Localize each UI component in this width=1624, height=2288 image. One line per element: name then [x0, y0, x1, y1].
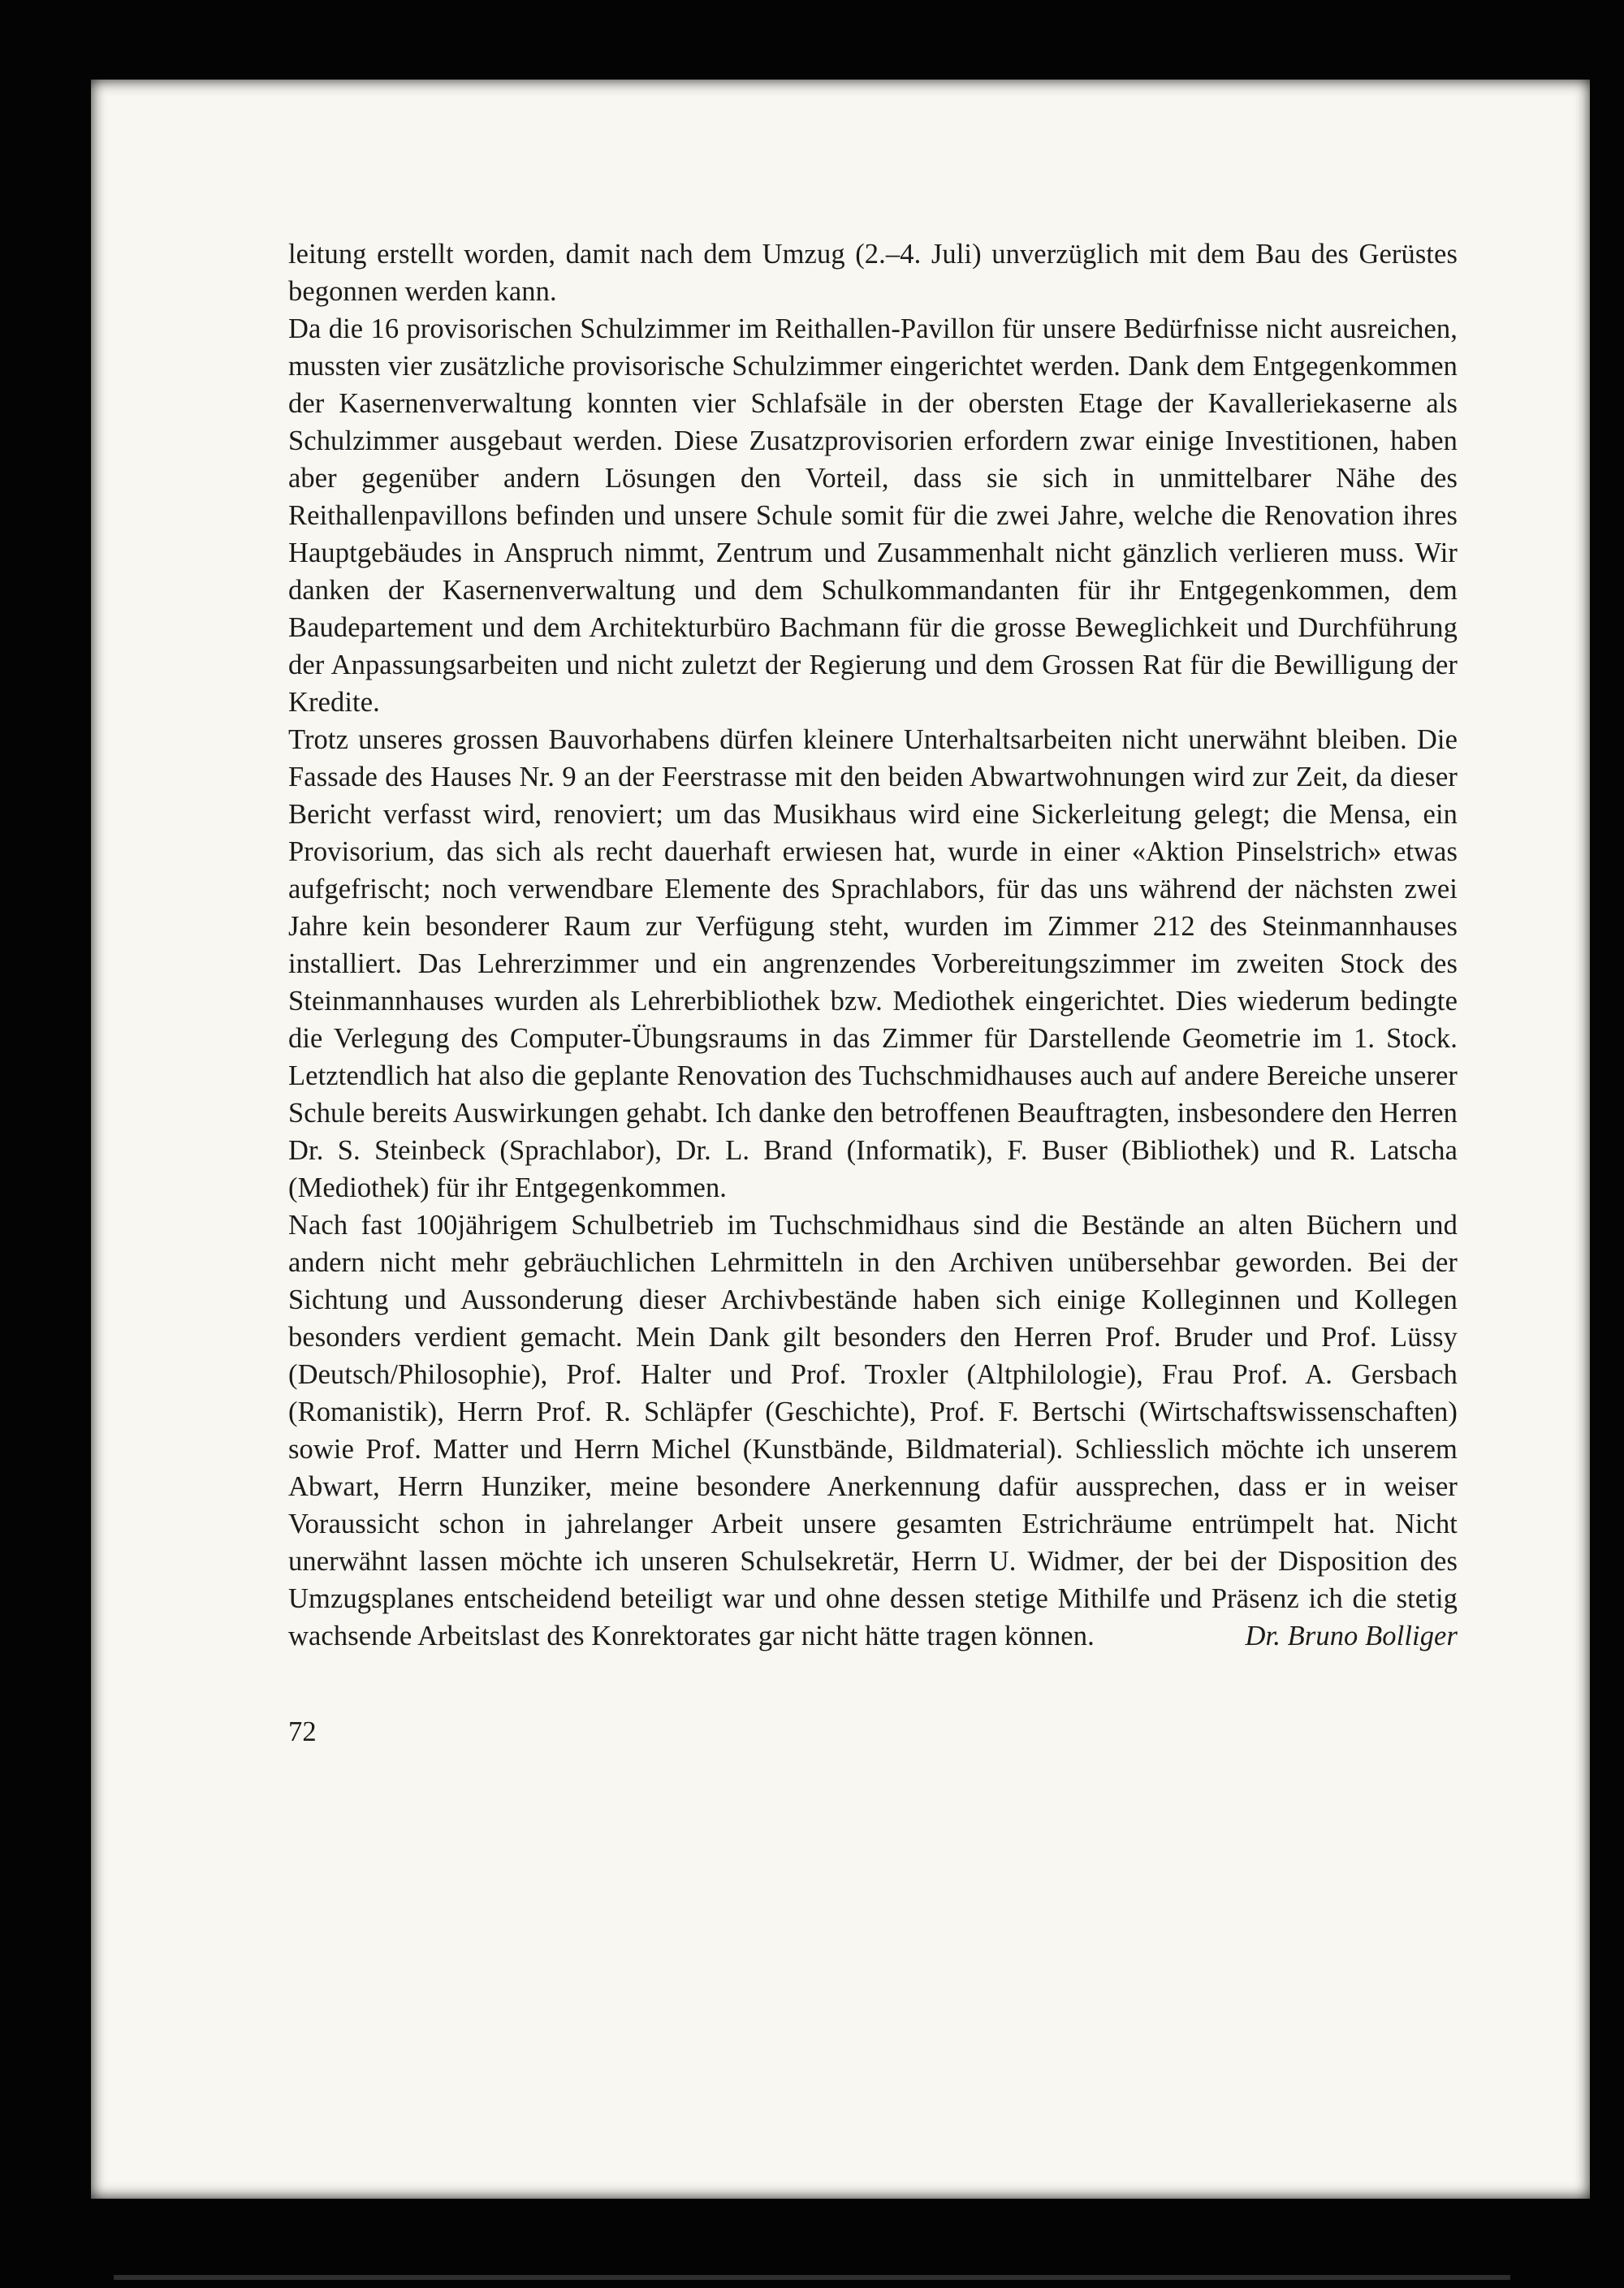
page-number: 72: [288, 1716, 317, 1747]
document-page: [91, 80, 1590, 2199]
author-signature: Dr. Bruno Bolliger: [1245, 1621, 1458, 1651]
paragraph-continuation: leitung erstellt worden, damit nach dem Umzug (2.–4. Juli) unverzüglich mit dem Bau des Gerüstes begonnen werden kann.: [288, 239, 1458, 307]
paragraph-archivbestaende: Nach fast 100jährigem Schulbetrieb im Tuchschmidhaus sind die Bestände an alten Büchern und andern nicht mehr gebräuchlichen Lehrmitteln in den Archiven unübersehbar geworden. Bei der Sichtung und Aussonderung dieser Archivbestände haben sich einige Kolleginnen und Kollegen besonders verdient gemacht. Mein Dank gilt besonders den Herren Prof. Bruder und Prof. Lüssy (Deutsch/Philosophie), Prof. Halter und Prof. Troxler (Altphilologie), Frau Prof. A. Gersbach (Romanistik), Herrn Prof. R. Schläpfer (Geschichte), Prof. F. Bertschi (Wirtschaftswissenschaften) sowie Prof. Matter und Herrn Michel (Kunstbände, Bildmaterial). Schliesslich möchte ich unserem Abwart, Herrn Hunziker, meine besondere Anerkennung dafür aussprechen, dass er in weiser Voraussicht schon in jahrelanger Arbeit unsere gesamten Estrichräume entrümpelt hat. Nicht unerwähnt lassen möchte ich unseren Schulsekretär, Herrn U. Widmer, der bei der Disposition des Umzugsplanes entscheidend beteiligt war und ohne dessen stetige Mithilfe und Präsenz ich die stetig wachsende Arbeitslast des Konrektorates gar nicht hätte tragen können.: [288, 1210, 1458, 1651]
paragraph-unterhaltsarbeiten: Trotz unseres grossen Bauvorhabens dürfen kleinere Unterhaltsarbeiten nicht unerwähnt bleiben. Die Fassade des Hauses Nr. 9 an der Feerstrasse mit den beiden Abwartwohnungen wird zur Zeit, da dieser Bericht verfasst wird, renoviert; um das Musikhaus wird eine Sickerleitung gelegt; die Mensa, ein Provisorium, das sich als recht dauerhaft erwiesen hat, wurde in einer «Aktion Pinselstrich» etwas aufgefrischt; noch verwendbare Elemente des Sprachlabors, für das uns während der nächsten zwei Jahre kein besonderer Raum zur Verfügung steht, wurden im Zimmer 212 des Steinmannhauses installiert. Das Lehrerzimmer und ein angrenzendes Vorbereitungszimmer im zweiten Stock des Steinmannhauses wurden als Lehrerbibliothek bzw. Mediothek eingerichtet. Dies wiederum bedingte die Verlegung des Computer-Übungsraums in das Zimmer für Darstellende Geometrie im 1. Stock. Letztendlich hat also die geplante Renovation des Tuchschmidhauses auch auf andere Bereiche unserer Schule bereits Auswirkungen gehabt. Ich danke den betroffenen Beauftragten, insbesondere den Herren Dr. S. Steinbeck (Sprachlabor), Dr. L. Brand (Informatik), F. Buser (Bibliothek) und R. Latscha (Mediothek) für ihr Entgegenkommen.: [288, 724, 1458, 1203]
scan-edge-artifact: [114, 2275, 1510, 2280]
paragraph-provisorische-schulzimmer: Da die 16 provisorischen Schulzimmer im Reithallen-Pavillon für unsere Bedürfnisse nicht ausreichen, mussten vier zusätzliche provisorische Schulzimmer eingerichtet werden. Dank dem Entgegenkommen der Kasernenverwaltung konnten vier Schlafsäle in der obersten Etage der Kavalleriekaserne als Schulzimmer ausgebaut werden. Diese Zusatzprovisorien erfordern zwar einige Investitionen, haben aber gegenüber andern Lösungen den Vorteil, dass sie sich in unmittelbarer Nähe des Reithallenpavillons befinden und unsere Schule somit für die zwei Jahre, welche die Renovation ihres Hauptgebäudes in Anspruch nimmt, Zentrum und Zusammenhalt nicht gänzlich verlieren muss. Wir danken der Kasernenverwaltung und dem Schulkommandanten für ihr Entgegenkommen, dem Baudepartement und dem Architekturbüro Bachmann für die grosse Beweglichkeit und Durchführung der Anpassungsarbeiten und nicht zuletzt der Regierung und dem Grossen Rat für die Bewilligung der Kredite.: [288, 313, 1458, 718]
text-block: [288, 235, 1458, 1751]
